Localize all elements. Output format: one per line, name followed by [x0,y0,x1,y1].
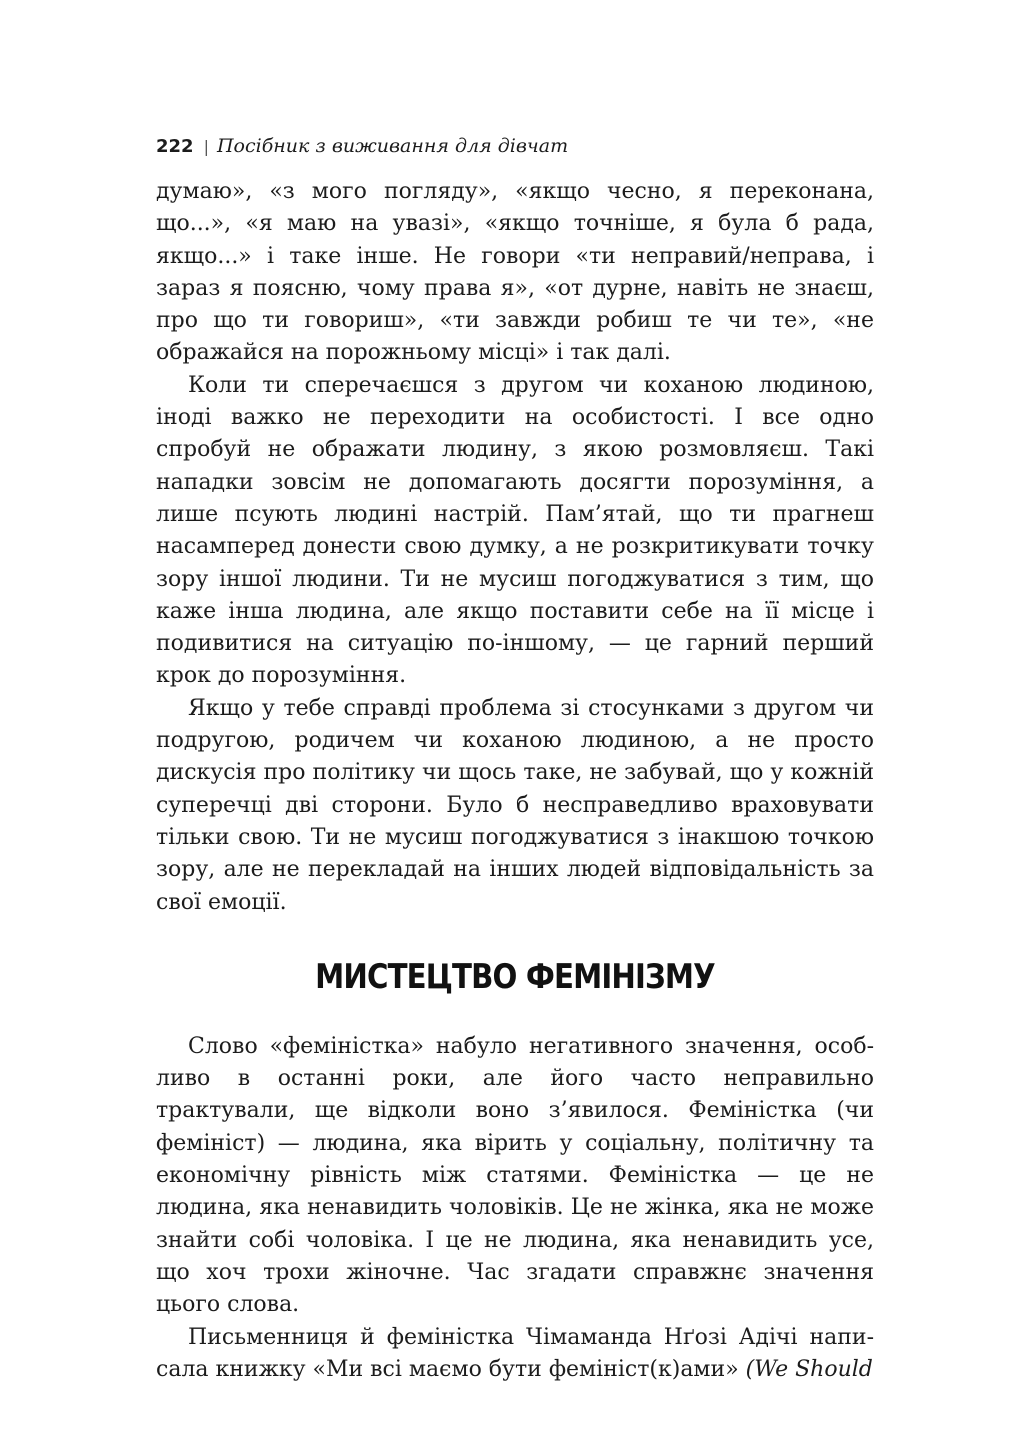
book-original-title: (We Should [745,1356,873,1382]
paragraph-last [156,1322,874,1387]
paragraph-continued: думаю», «з мого погляду», «якщо чесно, я переконана, що...», «я маю на увазі», «якщо точніше, я була б рада, якщо...» і таке інше. Не говори «ти неправий/неправа, і зараз я поясню, чому права я», «от дурне, навіть не знаєш, про що ти говориш», «ти завжди робиш те чи те», «не ображайся на порожньому місці» і так далі. [156,179,874,366]
book-page [156,128,874,1386]
header-separator: | [203,137,209,156]
paragraph: Коли ти сперечаєшся з другом чи коханою людиною, іноді важко не переходити на особистості. І все одно спробуй не ображати людину, з якою розмовляєш. Такі нападки зовсім не допомагають досягти порозуміння, а лише псують людині настрій. Пам’ятай, що ти прагнеш насамперед донести свою думку, а не розкритикувати точку зору іншої людини. Ти не мусиш погоджуватися з тим, що каже інша людина, але якщо поставити себе на її місце і подивитися на ситуацію по-іншому, — це гарний перший крок до порозуміння. [156,372,874,689]
paragraph: Слово «феміністка» набуло негативного значення, особливо в останні роки, але його часто неправильно трактували, ще відколи воно з’явилося. Феміністка (чи фемініст) — людина, яка вірить у соціальну, політичну та економічну рівність між статями. Феміністка — це не людина, яка ненавидить чоловіків. Це не жінка, яка не може знайти собі чоловіка. І це не людина, яка ненавидить усе, що хоч трохи жіночне. Час згадати справжнє значення цього слова. [156,1033,874,1318]
section-title: МИСТЕЦТВО ФЕМІНІЗМУ [315,956,715,997]
page-number: 222 [156,136,194,157]
running-header [156,128,874,162]
paragraph: Якщо у тебе справді проблема зі стосунками з другом чи подругою, родичем чи коханою людиною, а не просто дискусія про політику чи щось таке, не забувай, що у кожній суперечці дві сторони. Було б несправедливо враховувати тільки свою. Ти не мусиш погоджуватися з інакшою точкою зору, але не перекладай на інших людей відповідальність за свої емоції. [156,695,874,915]
paragraph-text: Письменниця й феміністка Чімаманда Нґозі Адічі написала книжку «Ми всі маємо бути фемініст(к)ами» [156,1324,874,1382]
book-title: Посібник з виживання для дівчат [216,135,569,157]
